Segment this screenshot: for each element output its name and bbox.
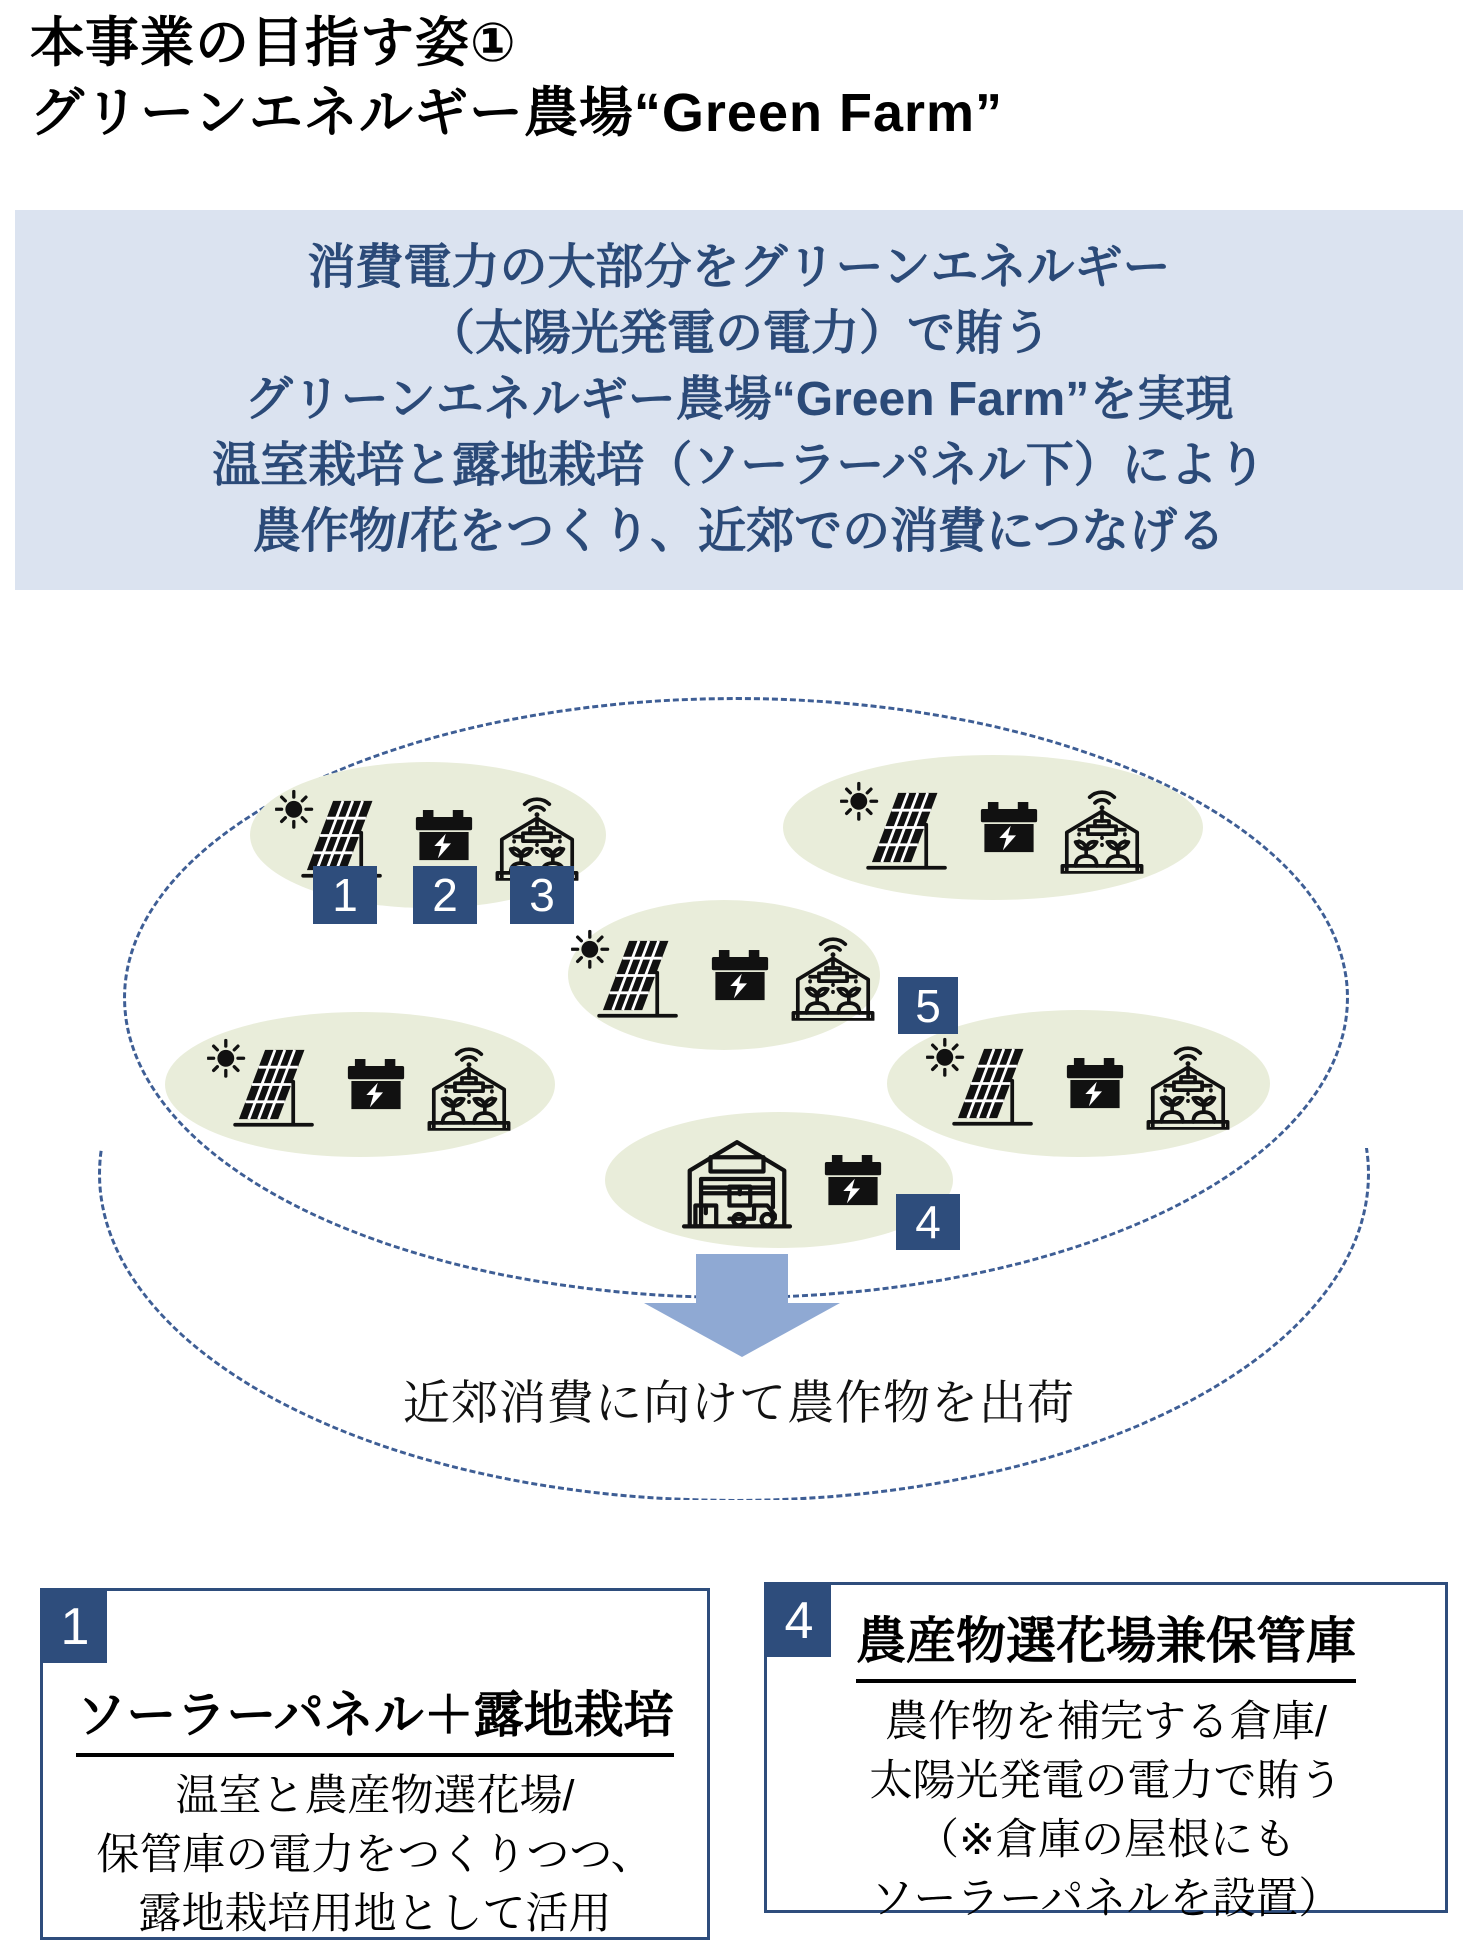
greenhouse-icon: [789, 929, 877, 1021]
battery-icon: [980, 802, 1038, 853]
legend-body-line: ソーラーパネルを設置）: [870, 1875, 1342, 1923]
summary-line: （太陽光発電の電力）で賄う: [426, 307, 1051, 360]
legend-box-solar-open-field: [40, 1588, 710, 1940]
down-arrow-icon: [696, 1254, 788, 1304]
summary-banner: [15, 210, 1463, 590]
summary-line: グリーンエネルギー農場“Green Farm”を実現: [244, 373, 1234, 426]
legend-badge-1: 1: [43, 1591, 107, 1663]
page-title: [30, 8, 1003, 148]
legend-body-line: 農作物を補完する倉庫/: [885, 1698, 1327, 1746]
shipping-caption: 近郊消費に向けて農作物を出荷: [403, 1376, 1075, 1429]
down-arrow-head-icon: [644, 1303, 840, 1357]
legend-heading-1: ソーラーパネル＋露地栽培: [43, 1675, 707, 1757]
battery-icon: [824, 1155, 882, 1206]
greenhouse-icon: [1144, 1038, 1232, 1130]
legend-body-line: 温室と農産物選花場/: [175, 1772, 575, 1820]
legend-body-line: 保管庫の電力をつくりつつ、: [96, 1831, 654, 1879]
greenhouse-icon: [1058, 782, 1146, 874]
badge-solar-panel: 1: [313, 866, 377, 924]
badge-greenhouse: 3: [510, 866, 574, 924]
legend-body-line: 露地栽培用地として活用: [138, 1890, 612, 1938]
greenhouse-icon: [425, 1039, 513, 1131]
badge-battery: 2: [413, 866, 477, 924]
battery-icon: [415, 810, 473, 861]
badge-farm-unit: 5: [898, 977, 958, 1034]
battery-icon: [1066, 1058, 1124, 1109]
legend-body-1: [43, 1767, 707, 1944]
solar-panel-icon: [571, 924, 691, 1027]
solar-panel-icon: [926, 1032, 1046, 1135]
farm-cluster-middle: [568, 900, 880, 1050]
legend-body-line: 太陽光発電の電力で賄う: [869, 1757, 1343, 1805]
legend-body-line: （※倉庫の屋根にも: [915, 1816, 1297, 1864]
battery-icon: [347, 1059, 405, 1110]
page-title-line2: グリーンエネルギー農場“Green Farm”: [30, 83, 1004, 143]
solar-panel-icon: [840, 776, 960, 879]
page-title-line1: 本事業の目指す姿①: [30, 13, 517, 73]
battery-icon: [711, 950, 769, 1001]
summary-line: 温室栽培と露地栽培（ソーラーパネル下）により: [212, 439, 1266, 492]
legend-badge-4: 4: [767, 1585, 831, 1657]
legend-box-warehouse: [764, 1582, 1448, 1923]
farm-cluster-left: [165, 1012, 555, 1157]
warehouse-icon: [676, 1128, 798, 1232]
solar-panel-icon: [207, 1033, 327, 1136]
legend-body-4: [767, 1693, 1445, 1929]
summary-line: 農作物/花をつくり、近郊での消費につなげる: [252, 505, 1226, 558]
badge-warehouse: 4: [896, 1194, 960, 1250]
farm-cluster-top-right: [783, 755, 1203, 900]
legend-heading-4: 農産物選花場兼保管庫: [767, 1601, 1445, 1683]
summary-line: 消費電力の大部分をグリーンエネルギー: [307, 241, 1171, 294]
